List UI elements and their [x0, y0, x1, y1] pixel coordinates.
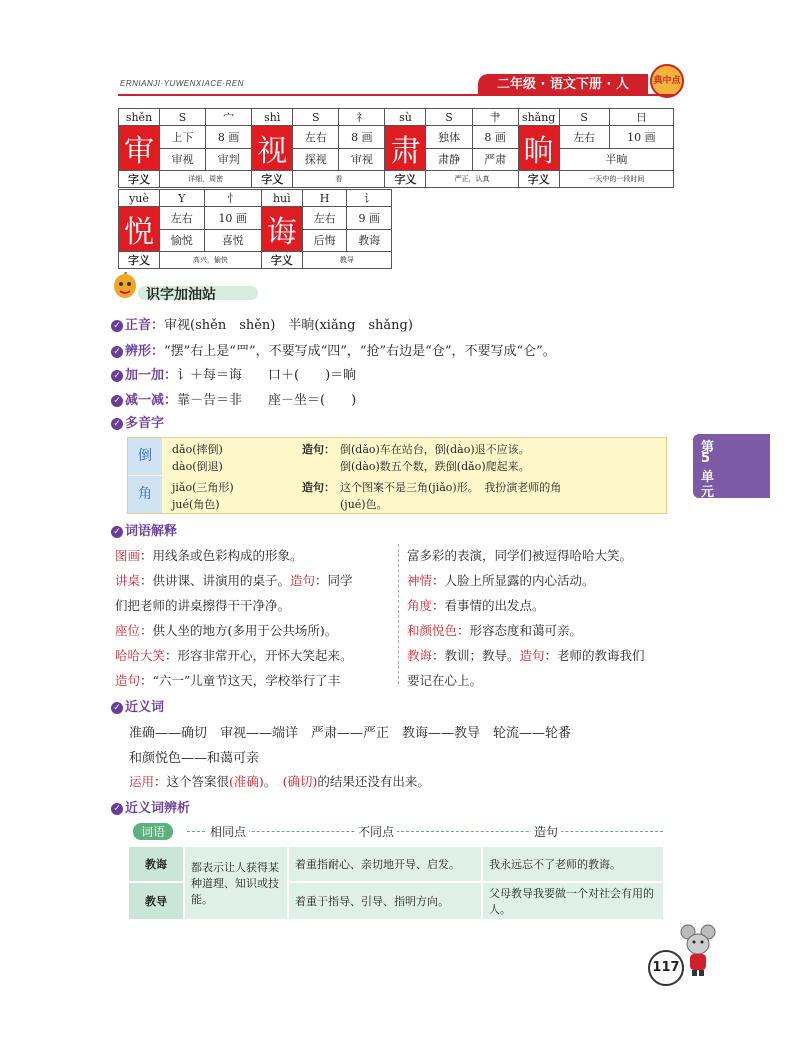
definition: 要记在心上。 — [407, 673, 483, 688]
term: 造句 — [115, 673, 141, 688]
meaning: 看 — [293, 171, 385, 188]
check-icon: ✓ — [111, 526, 123, 538]
header-rule — [118, 94, 674, 96]
unit-tab-text: 元 — [701, 485, 715, 500]
pinyin: huì — [261, 190, 302, 207]
strokes: 8 画 — [339, 126, 385, 149]
term: 图画 — [115, 548, 141, 563]
station-title: 识字加油站 — [146, 287, 216, 303]
structure: 独体 — [426, 126, 472, 149]
compare-header-sentence: 造句 — [531, 823, 561, 840]
term: 和颜悦色 — [407, 623, 458, 638]
jinyi-label: 近义词 — [125, 700, 165, 715]
radical: 讠 — [347, 190, 392, 207]
header-book-title: 二年级 · 语文下册 · 人 — [478, 74, 648, 96]
poly-sentence: 这个图案不是三角(jiǎo)形。 我扮演老师的角 — [340, 481, 562, 494]
definition: ：人脸上所显露的内心活动。 — [432, 573, 595, 588]
compare-header — [127, 825, 667, 841]
ciyu-heading — [111, 520, 177, 539]
structure: 上下 — [160, 126, 206, 149]
word: 审视 — [160, 148, 206, 171]
explain-line — [407, 596, 545, 614]
jianyijian-label: 减一减： — [125, 393, 178, 408]
meaning: 教导 — [302, 252, 391, 269]
structure: 左右 — [160, 207, 205, 230]
term: 教诲 — [407, 648, 433, 663]
meaning: 详细，周密 — [160, 171, 252, 188]
meaning-label: 字义 — [518, 171, 559, 188]
definition: ：教训；教导。 — [432, 648, 520, 663]
pinyin: sù — [385, 109, 426, 126]
poly-reading: dào(倒退) — [172, 460, 223, 473]
strokes: 8 画 — [472, 126, 518, 149]
poly-char-dao: 倒 — [128, 438, 162, 475]
bianxi-heading — [111, 797, 190, 816]
definition: ：形容非常开心，开怀大笑起来。 — [165, 648, 353, 663]
check-icon: ✓ — [111, 803, 123, 815]
brand-badge: 典中点 — [650, 64, 684, 98]
poly-sentence-label: 造句： — [302, 481, 335, 494]
radical: 肀 — [472, 109, 518, 126]
term: 角度 — [407, 598, 433, 613]
explain-line — [115, 571, 353, 589]
initial: S — [293, 109, 339, 126]
compare-word: 教诲 — [128, 846, 184, 882]
structure: 左右 — [293, 126, 339, 149]
term: 神情 — [407, 573, 433, 588]
initial: S — [426, 109, 472, 126]
compare-header-rule — [187, 831, 663, 832]
explain-line — [407, 621, 582, 639]
zhengyin-line — [111, 314, 413, 333]
structure: 左右 — [559, 126, 609, 149]
header-pinyin-series: ERNIANJI·YUWENXIACE·REN — [120, 79, 244, 88]
jianyijian-line — [111, 389, 356, 408]
definition: ：用线条或色彩构成的形象。 — [140, 548, 303, 563]
radical: 忄 — [204, 190, 261, 207]
compare-header-word: 词语 — [133, 823, 173, 840]
explain-line — [115, 646, 353, 664]
definition: ：形容态度和蔼可亲。 — [457, 623, 583, 638]
explain-line — [115, 621, 337, 639]
definition: 们把老师的讲桌擦得干干净净。 — [115, 598, 291, 613]
explain-line — [407, 671, 482, 689]
compare-word: 教导 — [128, 882, 184, 920]
meaning: 一天中的一段时间 — [559, 171, 673, 188]
column-divider — [398, 544, 399, 684]
poly-sentence: (jué)色。 — [340, 498, 388, 511]
initial: H — [302, 190, 347, 207]
word: 半晌 — [559, 148, 673, 171]
compare-sentence: 我永远忘不了老师的教诲。 — [482, 846, 664, 882]
poly-reading: dǎo(摔倒) — [172, 443, 223, 456]
pinyin: shěn — [119, 109, 160, 126]
compare-diff: 着重于指导、引导、指明方向。 — [288, 882, 482, 920]
jiayijia-text: 讠＋每＝诲 口＋( )＝晌 — [177, 368, 357, 383]
term: 座位 — [115, 623, 141, 638]
synonym-line: 和颜悦色——和蔼可亲 — [129, 751, 260, 766]
bianxi-label: 近义词辨析 — [125, 801, 191, 816]
term: 讲桌 — [115, 573, 141, 588]
poly-sentence-label: 造句： — [302, 443, 335, 456]
word: 严肃 — [472, 148, 518, 171]
compare-header-diff: 不同点 — [355, 823, 397, 840]
radical: 宀 — [206, 109, 252, 126]
word: 教诲 — [347, 229, 392, 252]
char-table-1 — [118, 108, 674, 188]
zhengyin-label: 正音： — [125, 318, 165, 333]
initial: S — [559, 109, 609, 126]
explain-line — [115, 596, 290, 614]
usage-answer: (确切) — [282, 774, 318, 789]
jiayijia-label: 加一加： — [125, 368, 178, 383]
zhengyin-text: 审视(shěn shěn) 半晌(xiǎng shǎng) — [164, 318, 413, 333]
word: 愉悦 — [160, 229, 205, 252]
unit-tab-text: 5 — [701, 451, 711, 466]
synonym-line: 准确——确切 审视——端详 严肃——严正 教诲——教导 轮流——轮番 — [129, 726, 572, 741]
bianxing-line — [111, 340, 556, 359]
usage-text: 。 — [263, 774, 283, 789]
poly-sentence: 倒(dào)数五个数，跌倒(dǎo)爬起来。 — [340, 460, 530, 473]
page-number: 117 — [648, 950, 684, 986]
usage-line — [129, 772, 430, 790]
definition: ：老师的教诲我们 — [544, 648, 645, 663]
jiayijia-line — [111, 364, 356, 383]
explain-line — [115, 671, 340, 689]
poly-reading: jué(角色) — [172, 498, 220, 511]
compare-diff: 着重指耐心、亲切地开导、启发。 — [288, 846, 482, 882]
radical: 日 — [609, 109, 673, 126]
check-icon: ✓ — [111, 370, 123, 382]
check-icon: ✓ — [111, 320, 123, 332]
explain-line — [407, 546, 632, 564]
meaning-label: 字义 — [385, 171, 426, 188]
definition: ：供人坐的地方(多用于公共场所)。 — [140, 623, 338, 638]
char-hui: 诲 — [261, 207, 302, 252]
polyphone-box — [127, 437, 667, 514]
usage-label: 运用 — [129, 774, 155, 789]
explain-line — [115, 546, 303, 564]
pinyin: shǎng — [518, 109, 559, 126]
mascot-icon — [112, 272, 138, 302]
unit-tab-text: 单 — [701, 470, 715, 485]
definition: ：同学 — [315, 573, 353, 588]
char-shang: 晌 — [518, 126, 559, 171]
char-table-2 — [118, 189, 392, 269]
radical: 礻 — [339, 109, 385, 126]
word: 后悔 — [302, 229, 347, 252]
unit-tab-text: 第 — [701, 440, 715, 455]
compare-header-same: 相同点 — [207, 823, 249, 840]
explain-line — [407, 646, 645, 664]
bianxing-label: 辨形： — [125, 344, 165, 359]
pinyin: yuè — [119, 190, 160, 207]
meaning-label: 字义 — [261, 252, 302, 269]
compare-sentence: 父母教导我要做一个对社会有用的人。 — [482, 882, 664, 920]
initial: Y — [160, 190, 205, 207]
bianxing-text: “摆”右上是“罒”，不要写成“四”，“抢”右边是“仓”，不要写成“仑”。 — [164, 344, 556, 359]
pinyin: shì — [252, 109, 293, 126]
strokes: 8 画 — [206, 126, 252, 149]
definition: ：供讲课、讲演用的桌子。 — [140, 573, 291, 588]
duoyin-heading — [111, 412, 164, 431]
duoyin-label: 多音字 — [125, 416, 165, 431]
mouse-mascot-icon — [680, 922, 716, 978]
definition: 富多彩的表演，同学们被逗得哈哈大笑。 — [407, 548, 633, 563]
poly-reading: jiǎo(三角形) — [172, 481, 234, 494]
check-icon: ✓ — [111, 346, 123, 358]
unit-side-tab — [693, 434, 770, 498]
explain-line — [407, 571, 595, 589]
char-shen: 审 — [119, 126, 160, 171]
usage-answer: (准确) — [229, 774, 264, 789]
ciyu-label: 词语解释 — [125, 524, 178, 539]
jianyijian-text: 靠－告＝非 座－坐＝( ) — [177, 393, 357, 408]
word: 喜悦 — [204, 229, 261, 252]
poly-char-jiao: 角 — [128, 476, 162, 513]
definition: ：看事情的出发点。 — [432, 598, 545, 613]
definition: ：“六一”儿童节这天，学校举行了丰 — [140, 673, 341, 688]
check-icon: ✓ — [111, 418, 123, 430]
check-icon: ✓ — [111, 702, 123, 714]
word: 肃静 — [426, 148, 472, 171]
word: 审视 — [339, 148, 385, 171]
sentence-label: 造句 — [290, 573, 316, 588]
strokes: 10 画 — [609, 126, 673, 149]
word: 探视 — [293, 148, 339, 171]
term: 哈哈大笑 — [115, 648, 166, 663]
char-su: 肃 — [385, 126, 426, 171]
meaning: 高兴，愉快 — [160, 252, 262, 269]
char-yue: 悦 — [119, 207, 160, 252]
compare-same: 都表示让人获得某种道理、知识或技能。 — [184, 846, 288, 920]
strokes: 10 画 — [204, 207, 261, 230]
structure: 左右 — [302, 207, 347, 230]
char-shi: 视 — [252, 126, 293, 171]
meaning-label: 字义 — [119, 252, 160, 269]
usage-text: ：这个答案很 — [154, 774, 230, 789]
meaning-label: 字义 — [119, 171, 160, 188]
poly-sentence: 倒(dǎo)车在站台，倒(dào)退不应该。 — [340, 443, 530, 456]
word: 审判 — [206, 148, 252, 171]
meaning-label: 字义 — [252, 171, 293, 188]
jinyi-heading — [111, 696, 164, 715]
compare-table — [127, 845, 665, 921]
meaning: 严正，认真 — [426, 171, 518, 188]
sentence-label: 造句 — [519, 648, 545, 663]
check-icon: ✓ — [111, 395, 123, 407]
strokes: 9 画 — [347, 207, 392, 230]
usage-text: 的结果还没有出来。 — [317, 774, 430, 789]
initial: S — [160, 109, 206, 126]
